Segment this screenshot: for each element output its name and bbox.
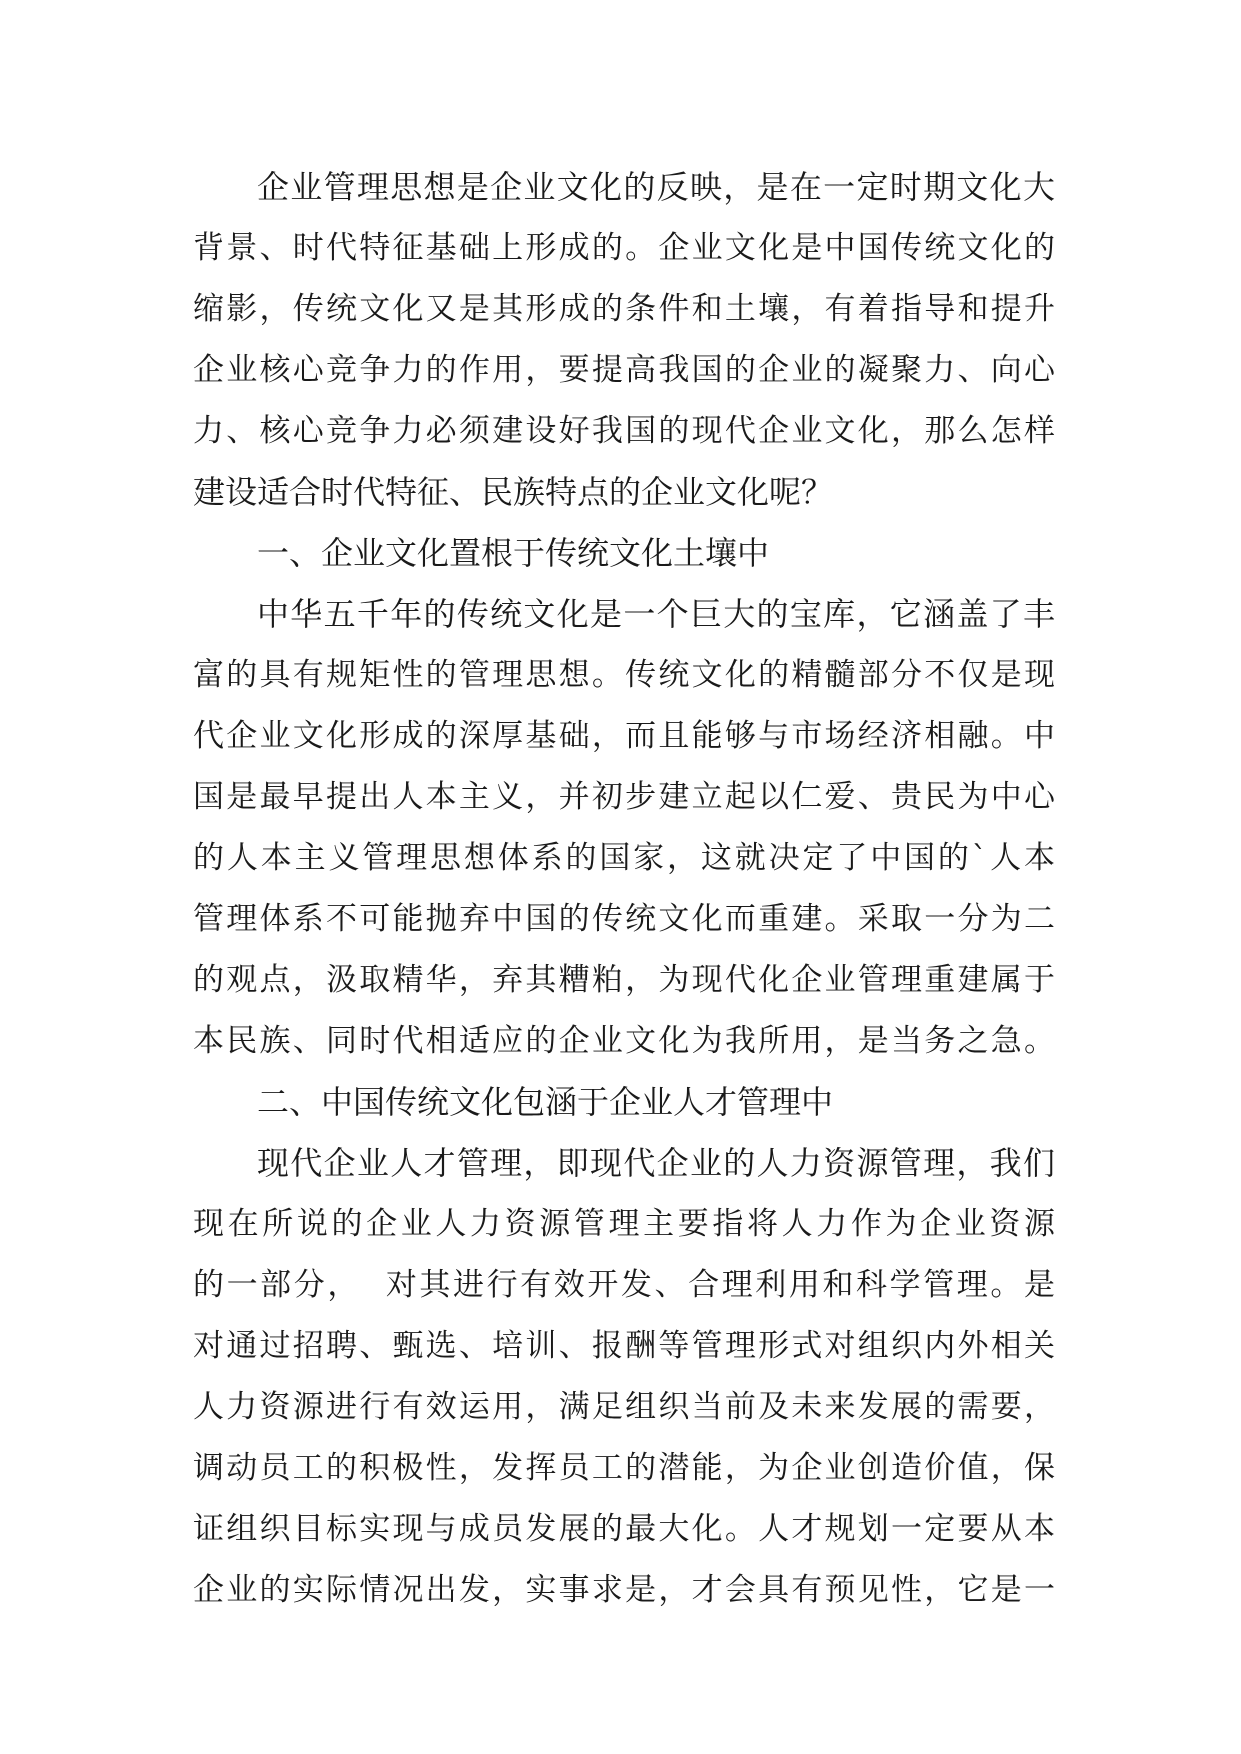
paragraph-line: 国是最早提出人本主义，并初步建立起以仁爱、贵民为中心 — [193, 779, 1055, 815]
paragraph-line: 证组织目标实现与成员发展的最大化。人才规划一定要从本 — [193, 1511, 1055, 1547]
paragraph-line: 人力资源进行有效运用，满足组织当前及未来发展的需要， — [193, 1389, 1055, 1425]
paragraph-line: 调动员工的积极性，发挥员工的潜能，为企业创造价值，保 — [193, 1450, 1055, 1486]
paragraph-line: 富的具有规矩性的管理思想。传统文化的精髓部分不仅是现 — [193, 657, 1055, 693]
paragraph-line: 现在所说的企业人力资源管理主要指将人力作为企业资源 — [193, 1206, 1055, 1242]
paragraph-line: 的一部分， 对其进行有效开发、合理利用和科学管理。是 — [193, 1267, 1055, 1303]
paragraph-line: 缩影，传统文化又是其形成的条件和土壤，有着指导和提升 — [193, 291, 1055, 327]
section-heading: 二、中国传统文化包涵于企业人才管理中 — [257, 1083, 834, 1121]
paragraph-line: 本民族、同时代相适应的企业文化为我所用，是当务之急。 — [193, 1023, 1055, 1059]
paragraph-line: 企业核心竞争力的作用，要提高我国的企业的凝聚力、向心 — [193, 352, 1055, 388]
document-body — [193, 157, 1055, 1621]
paragraph-line: 力、核心竞争力必须建设好我国的现代企业文化，那么怎样 — [193, 413, 1055, 449]
paragraph-line: 对通过招聘、甄选、培训、报酬等管理形式对组织内外相关 — [193, 1328, 1055, 1364]
paragraph-line: 的人本主义管理思想体系的国家，这就决定了中国的`人本 — [193, 840, 1055, 876]
paragraph-line: 建设适合时代特征、民族特点的企业文化呢？ — [193, 473, 834, 511]
paragraph-line: 的观点，汲取精华，弃其糟粕，为现代化企业管理重建属于 — [193, 962, 1055, 998]
paragraph-line: 企业管理思想是企业文化的反映，是在一定时期文化大 — [257, 168, 1055, 206]
paragraph-line: 企业的实际情况出发，实事求是，才会具有预见性，它是一 — [193, 1572, 1055, 1608]
paragraph-line: 中华五千年的传统文化是一个巨大的宝库，它涵盖了丰 — [257, 595, 1055, 633]
section-heading: 一、企业文化置根于传统文化土壤中 — [257, 534, 770, 572]
paragraph-line: 背景、时代特征基础上形成的。企业文化是中国传统文化的 — [193, 230, 1055, 266]
paragraph-line: 代企业文化形成的深厚基础，而且能够与市场经济相融。中 — [193, 718, 1055, 754]
paragraph-line: 现代企业人才管理，即现代企业的人力资源管理，我们 — [257, 1144, 1055, 1182]
paragraph-line: 管理体系不可能抛弃中国的传统文化而重建。采取一分为二 — [193, 901, 1055, 937]
